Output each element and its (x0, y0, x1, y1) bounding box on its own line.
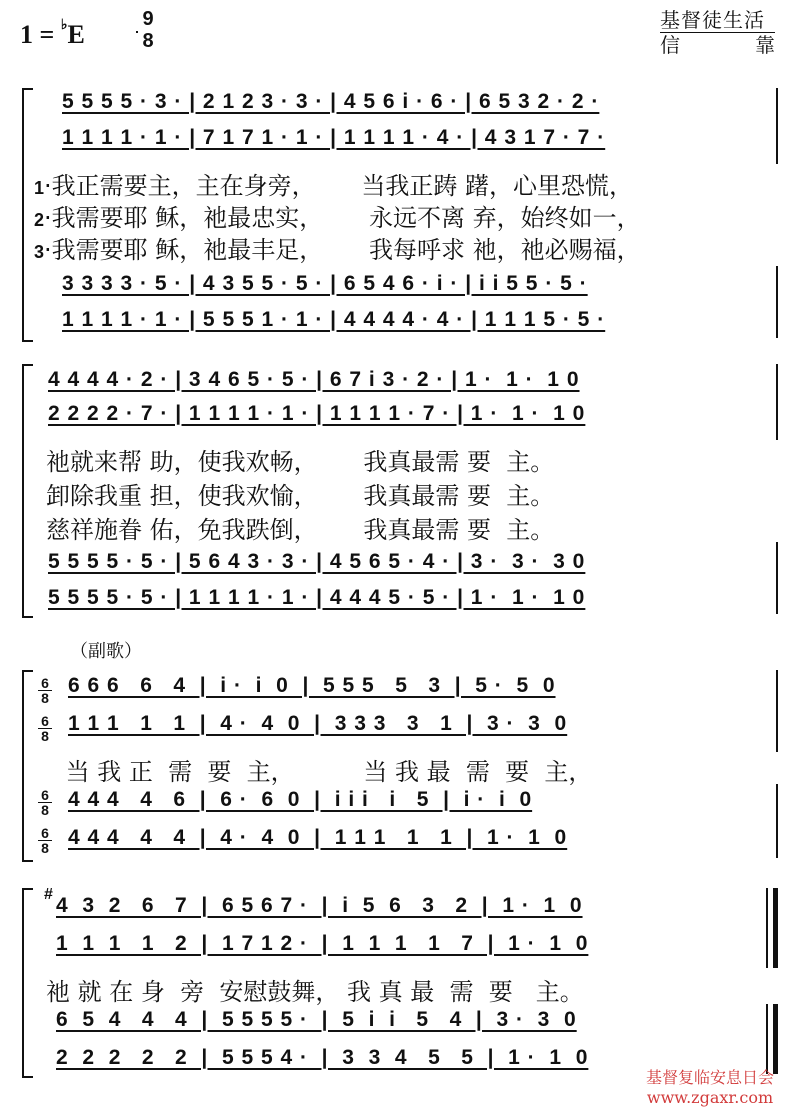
system-chorus (0, 660, 800, 860)
verse-number-2: 2 (34, 210, 45, 230)
final-double-barline-bottom (766, 1004, 778, 1074)
verse-3-text: ·我需要耶 稣，祂最丰足， 我每呼求 祂，祂必赐福， (44, 236, 641, 264)
watermark-title: 基督复临安息日会 (645, 1068, 774, 1087)
bass-line: 1 1 1 1 · 1 · | 5 5 5 1 · 1 · | 4 4 4 4 · 4 · | 1 1 1 5 · 5 · (62, 308, 606, 331)
hymn-category: 基督徒生活 (660, 8, 765, 32)
verse-2-text: ·我需要耶 稣，祂最忠实， 永远不离 弃，始终如一， (44, 204, 641, 232)
key-signature (20, 20, 85, 50)
system-brace (22, 888, 33, 1078)
verse-1-text: ·我正需要主，主在身旁， 当我正踌 躇，心里恐慌， (44, 172, 634, 200)
system-brace (22, 364, 33, 618)
bass-line: 5 5 5 5 · 5 · | 1 1 1 1 · 1 · | 4 4 4 5 · 5 · | 1 · 1 · 1 0 (48, 586, 586, 609)
time-bottom: 8 (38, 728, 52, 743)
soprano-line: 4 4 4 4 · 2 · | 3 4 6 5 · 5 · | 6 7 i 3 · 2 · | 1 · 1 · 1 0 (48, 368, 580, 391)
time-top: 6 (41, 713, 49, 729)
system-2 (0, 360, 800, 620)
lyric-verse-1: 祂就来帮 助，使我欢畅， 我真最需 要 主。 (46, 448, 555, 476)
flat-sign: ♭ (60, 18, 68, 34)
soprano-line: 5 5 5 5 · 3 · | 2 1 2 3 · 3 · | 4 5 6 i · 6 · | 6 5 3 2 · 2 · (62, 90, 600, 113)
score-header (0, 0, 800, 80)
lyric-verse-1 (34, 166, 633, 201)
time-signature-bass (38, 826, 52, 855)
end-barline-bottom (776, 784, 778, 858)
key-label: 1 = (20, 20, 61, 49)
tenor-line: 5 5 5 5 · 5 · | 5 6 4 3 · 3 · | 4 5 6 5 · 4 · | 3 · 3 · 3 0 (48, 550, 586, 573)
bass-line: 4 4 4 4 4 | 4 · 4 0 | 1 1 1 1 1 | 1 · 1 0 (68, 826, 568, 849)
chorus-label: （副歌） (70, 641, 142, 662)
section-char-1: 信 (660, 33, 680, 57)
time-top: 6 (41, 825, 49, 841)
end-barline-bottom (776, 266, 778, 338)
hymn-section (660, 33, 775, 57)
time-bottom: 8 (38, 840, 52, 855)
tenor-line: 6 5 4 4 4 | 5 5 5 5 · | 5 i i 5 4 | 3 · 3 0 (56, 1008, 577, 1031)
alto-line: 1 1 1 1 2 | 1 7 1 2 · | 1 1 1 1 7 | 1 · 1 0 (56, 932, 589, 955)
time-bottom: 8 (38, 802, 52, 817)
watermark-url: www.zgaxr.com (646, 1088, 774, 1107)
final-double-barline-top (766, 888, 778, 968)
verse-number-3: 3 (34, 242, 45, 262)
key-note: E (67, 20, 85, 49)
credits (660, 8, 775, 57)
time-signature-soprano (38, 676, 52, 705)
system-final (0, 880, 800, 1080)
time-signature-tenor (38, 788, 52, 817)
soprano-line: 4 3 2 6 7 | 6 5 6 7 · | i 5 6 3 2 | 1 · 1 0 (56, 894, 583, 917)
alto-line: 2 2 2 2 · 7 · | 1 1 1 1 · 1 · | 1 1 1 1 · 7 · | 1 · 1 · 1 0 (48, 402, 586, 425)
bass-line: 2 2 2 2 2 | 5 5 5 4 · | 3 3 4 5 5 | 1 · 1 0 (56, 1046, 589, 1069)
meter-top: 9 (142, 8, 154, 30)
sharp-sign: # (44, 886, 53, 903)
soprano-line: 6 6 6 6 4 | i · i 0 | 5 5 5 5 3 | 5 · 5 0 (68, 674, 556, 697)
chorus-lyric: 当 我 正 需 要 主， 当 我 最 需 要 主， (58, 758, 593, 786)
time-signature (136, 8, 160, 52)
section-char-2: 靠 (755, 33, 775, 57)
lyric-verse-3: 慈祥施眷 佑，免我跌倒， 我真最需 要 主。 (46, 516, 555, 544)
tenor-line: 4 4 4 4 6 | 6 · 6 0 | i i i i 5 | i · i 0 (68, 788, 533, 811)
system-brace (22, 88, 33, 342)
meter-bottom: 8 (142, 30, 154, 52)
time-top: 6 (41, 675, 49, 691)
watermark (625, 1068, 795, 1108)
end-barline-bottom (776, 542, 778, 614)
end-barline-top (776, 364, 778, 440)
tenor-line: 3 3 3 3 · 5 · | 4 3 5 5 · 5 · | 6 5 4 6 · i · | i i 5 5 · 5 · (62, 272, 588, 295)
system-1 (0, 80, 800, 340)
time-bottom: 8 (38, 690, 52, 705)
end-barline-top (776, 670, 778, 752)
lyric-verse-2: 卸除我重 担，使我欢愉， 我真最需 要 主。 (46, 482, 555, 510)
alto-line: 1 1 1 1 · 1 · | 7 1 7 1 · 1 · | 1 1 1 1 · 4 · | 4 3 1 7 · 7 · (62, 126, 606, 149)
verse-number-1: 1 (34, 178, 45, 198)
meter-line (136, 31, 138, 33)
lyric-verse-2 (34, 198, 641, 233)
system-brace (22, 670, 33, 862)
time-top: 6 (41, 787, 49, 803)
alto-line: 1 1 1 1 1 | 4 · 4 0 | 3 3 3 3 1 | 3 · 3 0 (68, 712, 568, 735)
time-signature-alto (38, 714, 52, 743)
final-lyric: 祂 就 在 身 旁 安慰鼓舞， 我 真 最 需 要 主。 (46, 978, 584, 1006)
lyric-verse-3 (34, 230, 641, 265)
end-barline-top (776, 88, 778, 164)
